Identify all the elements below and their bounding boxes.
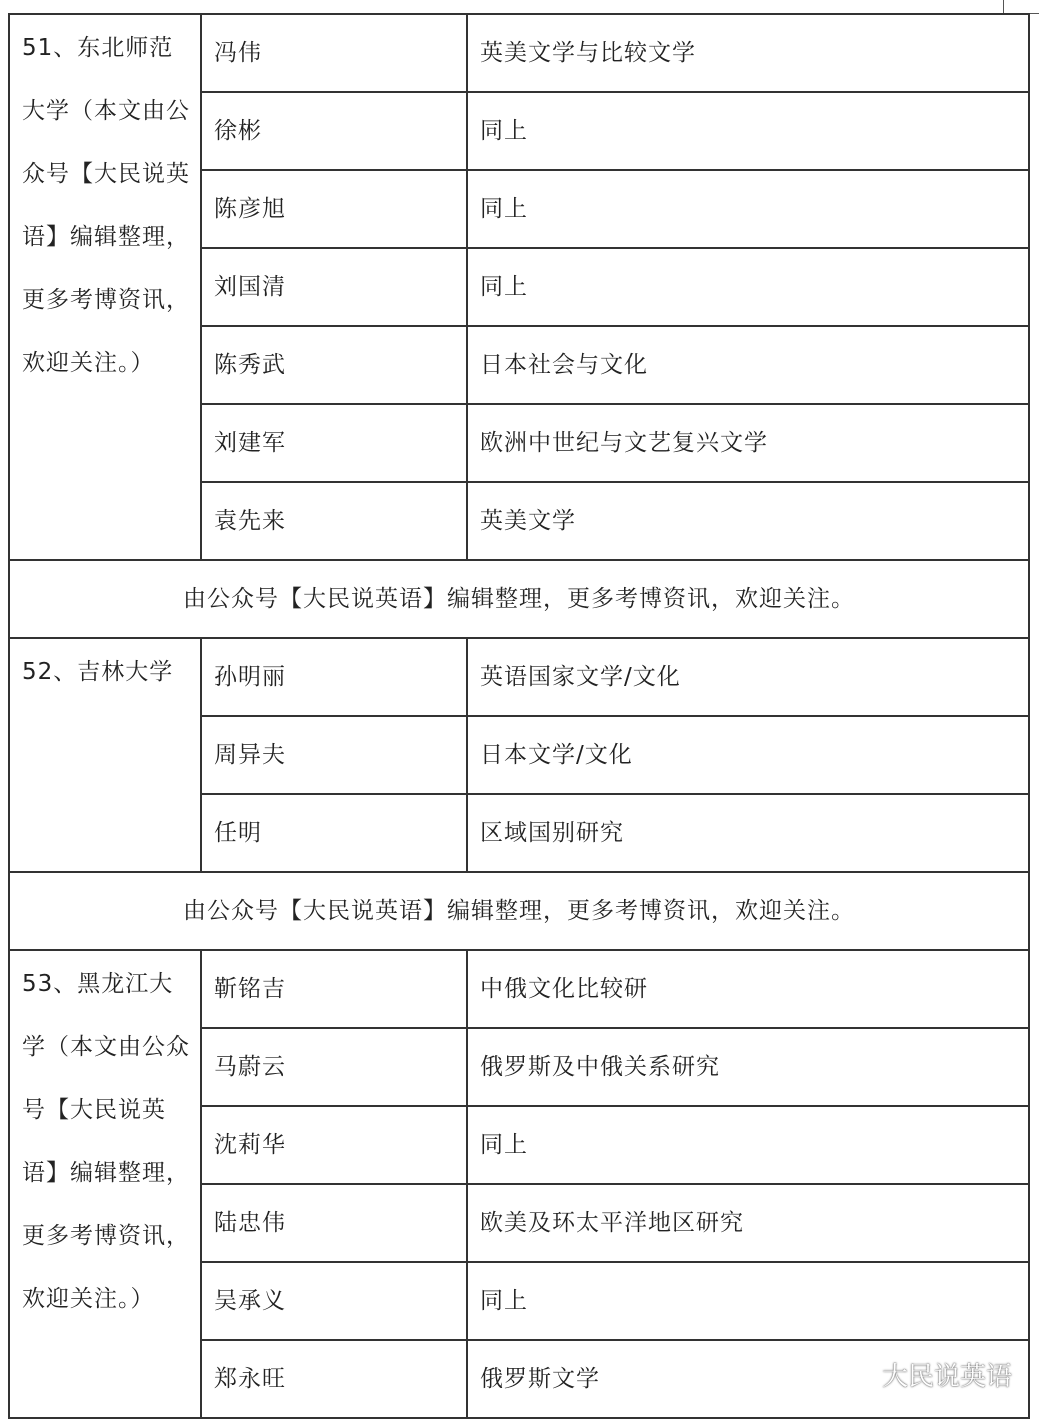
table-row [9, 14, 1029, 92]
research-direction: 同上 [467, 248, 1029, 326]
note-row [9, 872, 1029, 950]
research-direction: 英美文学 [467, 482, 1029, 560]
corner-mark [1003, 0, 1039, 14]
supervisor-name: 陈秀武 [201, 326, 467, 404]
wechat-icon [838, 1360, 874, 1390]
watermark-text: 大民说英语 [882, 1362, 1013, 1392]
table-row [9, 638, 1029, 716]
university-cell: 53、黑龙江大学（本文由公众号【大民说英语】编辑整理，更多考博资讯，欢迎关注。） [9, 950, 201, 1418]
supervisor-name: 袁先来 [201, 482, 467, 560]
supervisor-table [8, 13, 1030, 1419]
research-direction: 日本社会与文化 [467, 326, 1029, 404]
supervisor-name: 刘建军 [201, 404, 467, 482]
supervisor-name: 吴承义 [201, 1262, 467, 1340]
supervisor-name: 徐彬 [201, 92, 467, 170]
university-cell: 51、东北师范大学（本文由公众号【大民说英语】编辑整理，更多考博资讯，欢迎关注。） [9, 14, 201, 560]
research-direction: 同上 [467, 1106, 1029, 1184]
supervisor-name: 马蔚云 [201, 1028, 467, 1106]
research-direction: 同上 [467, 92, 1029, 170]
table-row [9, 950, 1029, 1028]
note-row [9, 560, 1029, 638]
editor-note: 由公众号【大民说英语】编辑整理，更多考博资讯，欢迎关注。 [9, 872, 1029, 950]
research-direction: 英美文学与比较文学 [467, 14, 1029, 92]
research-direction: 俄罗斯文学 [467, 1340, 1029, 1418]
research-direction: 欧洲中世纪与文艺复兴文学 [467, 404, 1029, 482]
editor-note: 由公众号【大民说英语】编辑整理，更多考博资讯，欢迎关注。 [9, 560, 1029, 638]
research-direction: 俄罗斯及中俄关系研究 [467, 1028, 1029, 1106]
research-direction: 区域国别研究 [467, 794, 1029, 872]
research-direction: 中俄文化比较研 [467, 950, 1029, 1028]
research-direction: 同上 [467, 1262, 1029, 1340]
university-cell: 52、吉林大学 [9, 638, 201, 872]
research-direction: 欧美及环太平洋地区研究 [467, 1184, 1029, 1262]
supervisor-name: 冯伟 [201, 14, 467, 92]
supervisor-name: 沈莉华 [201, 1106, 467, 1184]
research-direction: 英语国家文学/文化 [467, 638, 1029, 716]
research-direction: 同上 [467, 170, 1029, 248]
supervisor-name: 靳铭吉 [201, 950, 467, 1028]
supervisor-name: 孙明丽 [201, 638, 467, 716]
supervisor-name: 陆忠伟 [201, 1184, 467, 1262]
supervisor-name: 任明 [201, 794, 467, 872]
supervisor-name: 刘国清 [201, 248, 467, 326]
supervisor-name: 陈彦旭 [201, 170, 467, 248]
watermark [838, 1356, 1012, 1393]
research-direction: 日本文学/文化 [467, 716, 1029, 794]
supervisor-name: 郑永旺 [201, 1340, 467, 1418]
supervisor-name: 周异夫 [201, 716, 467, 794]
